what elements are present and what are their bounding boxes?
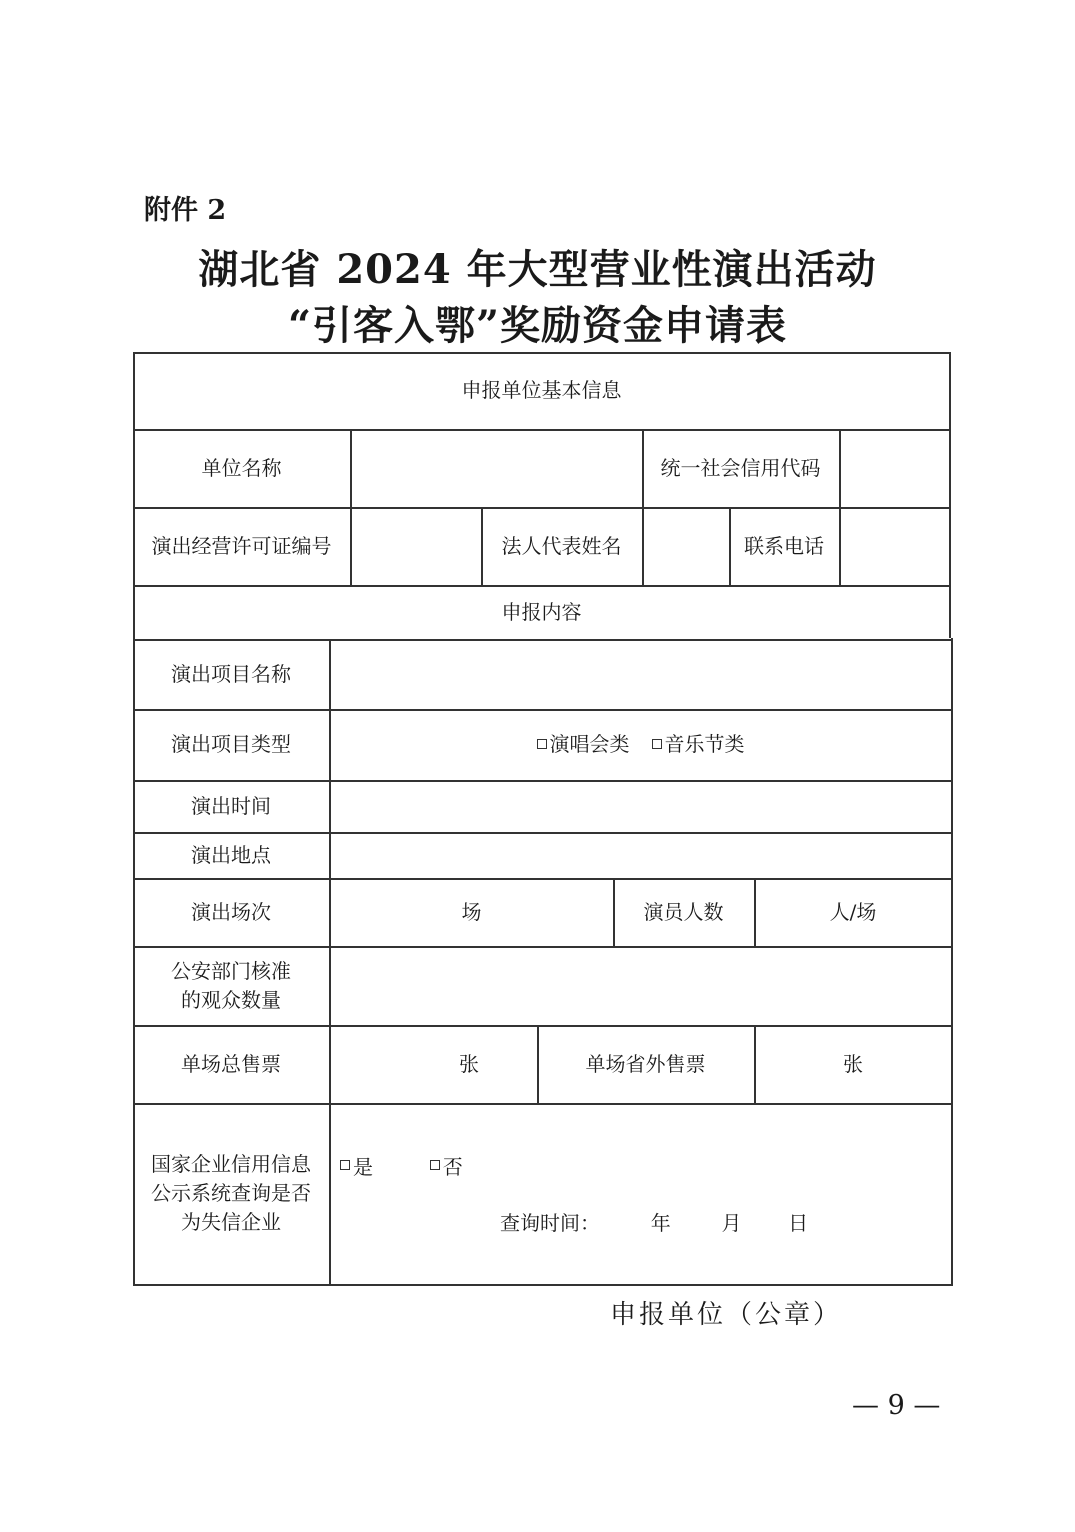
application-form-table	[133, 352, 952, 1286]
outside-tickets-field[interactable]	[755, 1025, 951, 1103]
option-concert[interactable]	[537, 730, 630, 759]
sessions-field[interactable]	[330, 878, 613, 946]
seal-text: 申报单位（公章）	[610, 1300, 843, 1330]
option-music-festival-label: 音乐节类	[664, 732, 745, 756]
credit-check-label	[133, 1103, 329, 1284]
option-yes[interactable]	[340, 1151, 373, 1180]
phone-field[interactable]	[840, 507, 949, 585]
checkbox-icon[interactable]	[537, 739, 547, 749]
license-number-field[interactable]	[351, 507, 481, 585]
month-label: 月	[721, 1211, 742, 1235]
performance-time-field[interactable]	[330, 780, 951, 832]
attachment-label: 附件 2	[144, 195, 227, 226]
total-tickets-unit: 张	[459, 1051, 479, 1076]
option-yes-label: 是	[353, 1155, 373, 1179]
section-content: 申报内容	[501, 599, 582, 624]
form-title-line2: “引客入鄂”奖励资金申请表	[287, 302, 787, 349]
sessions-unit: 场	[461, 899, 482, 924]
checkbox-icon[interactable]	[340, 1160, 350, 1170]
project-type-label: 演出项目类型	[171, 732, 291, 756]
approved-audience-field[interactable]	[330, 946, 951, 1025]
page-number: — 9 —	[852, 1390, 941, 1421]
phone-label: 联系电话	[744, 533, 824, 558]
total-tickets-label: 单场总售票	[181, 1051, 281, 1076]
form-title-line1: 湖北省 2024 年大型营业性演出活动	[198, 246, 877, 293]
credit-code-field[interactable]	[840, 429, 949, 507]
performance-venue-label: 演出地点	[191, 842, 271, 867]
option-no-label: 否	[442, 1155, 463, 1179]
approved-audience-label	[133, 946, 329, 1025]
credit-check-field	[330, 1103, 951, 1284]
legal-rep-label: 法人代表姓名	[501, 533, 622, 558]
query-time-label: 查询时间：	[500, 1211, 600, 1235]
total-tickets-field[interactable]	[330, 1025, 537, 1103]
unit-name-field[interactable]	[351, 429, 642, 507]
table-border-bottom	[133, 1284, 953, 1286]
project-name-field[interactable]	[330, 639, 951, 709]
option-music-festival[interactable]	[652, 730, 745, 759]
option-concert-label: 演唱会类	[549, 732, 630, 756]
checkbox-icon[interactable]	[652, 739, 662, 749]
unit-name-label: 单位名称	[201, 455, 282, 480]
section-basic-info: 申报单位基本信息	[461, 378, 622, 402]
outside-tickets-label: 单场省外售票	[585, 1051, 706, 1076]
project-type-options	[330, 709, 951, 780]
approved-audience-text: 公安部门核准的观众数量	[171, 958, 291, 1012]
performers-field[interactable]	[755, 878, 951, 946]
table-border-right-lower	[951, 638, 953, 1286]
project-name-label: 演出项目名称	[171, 661, 291, 686]
checkbox-icon[interactable]	[430, 1160, 440, 1170]
year-label: 年	[650, 1211, 671, 1235]
performers-unit: 人/场	[829, 899, 877, 924]
day-label: 日	[788, 1211, 809, 1235]
credit-code-label: 统一社会信用代码	[660, 455, 821, 480]
legal-rep-field[interactable]	[643, 507, 729, 585]
outside-tickets-unit: 张	[843, 1051, 863, 1076]
performance-time-label: 演出时间	[191, 793, 271, 818]
license-number-label: 演出经营许可证编号	[151, 533, 332, 558]
credit-check-text: 国家企业信用信息公示系统查询是否为失信企业	[151, 1152, 311, 1234]
option-no[interactable]	[430, 1151, 463, 1180]
sessions-label: 演出场次	[191, 899, 271, 924]
performers-label: 演员人数	[643, 899, 724, 924]
performance-venue-field[interactable]	[330, 832, 951, 878]
